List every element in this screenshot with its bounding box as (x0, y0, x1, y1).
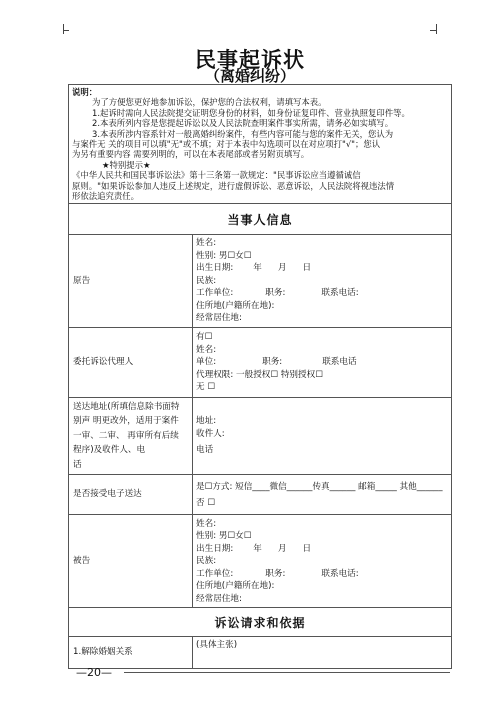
service-address-field[interactable]: 地址: (196, 416, 217, 427)
notes-item-1: 1.起诉时需向人民法院提交证明您身份的材料，如身份证复印件、营业执照复印件等。 (92, 107, 410, 118)
notes-item-3: 3.本表所涉内容系针对一般离婚纠纷案件，有些内容可能与您的案件无关，您认为 (92, 128, 394, 139)
agent-yes-checkbox[interactable]: 有☐ (196, 332, 213, 343)
service-address-fields (193, 397, 452, 475)
section-heading-claims: 诉讼请求和依据 (69, 608, 452, 637)
plaintiff-ethnicity-field[interactable]: 民族: (196, 275, 217, 286)
page-number: —20— (76, 666, 112, 679)
agent-name-field[interactable]: 姓名: (196, 344, 217, 355)
agent-authority-field[interactable]: 代理权限: 一般授权☐ 特别授权☐ (196, 369, 323, 380)
defendant-row (69, 515, 452, 608)
crop-mark-top-left-vertical (63, 24, 64, 34)
section-row-claims (69, 608, 452, 637)
agent-label: 委托诉讼代理人 (69, 327, 193, 397)
defendant-domicile-field[interactable]: 住所地(户籍所在地): (196, 581, 275, 592)
law-text-2: 原则。"如果诉讼参加人违反上述规定，进行虚假诉讼、恶意诉讼，人民法院将视违法情 (72, 180, 395, 191)
electronic-service-row (69, 475, 452, 515)
plaintiff-row (69, 235, 452, 328)
section-row-parties (69, 204, 452, 235)
plaintiff-domicile-field[interactable]: 住所地(户籍所在地): (196, 300, 275, 311)
service-phone-field[interactable]: 电话 (196, 445, 214, 456)
defendant-name-field[interactable]: 姓名: (196, 518, 217, 529)
special-tip: ★特别提示★ (102, 159, 151, 170)
agent-fields (193, 327, 452, 397)
notes-item-3-cont: 与案件无 关的项目可以填"无"或不填；对于本表中勾选项可以在对应项打"√"；您认 (72, 139, 381, 150)
electronic-service-yes-option[interactable]: 是☐方式: 短信____微信______传真______ 邮箱_____ 其他______ (196, 481, 443, 492)
plaintiff-name-field[interactable]: 姓名: (196, 238, 217, 249)
defendant-ethnicity-field[interactable]: 民族: (196, 556, 217, 567)
law-text-3: 形依法追究责任。 (72, 191, 139, 202)
complaint-form (68, 84, 452, 669)
plaintiff-birth-field[interactable]: 出生日期: 年 月 日 (196, 263, 312, 274)
notes-item-3-cont2: 为另有重要内容 需要列明的，可以在本表尾部或者另附页填写。 (72, 149, 310, 160)
defendant-work-field[interactable]: 工作单位: 职务: 联系电话: (196, 568, 359, 579)
section-heading-parties: 当事人信息 (69, 204, 452, 235)
document-subtitle: （离婚纠纷） (204, 67, 295, 85)
service-address-row (69, 397, 452, 475)
notes-heading: 说明： (72, 87, 98, 97)
crop-mark-top-right-vertical (436, 24, 437, 34)
claim-divorce-value[interactable]: (具体主张) (193, 637, 452, 669)
service-address-label: 送达地址(所填信息除书面特 别声 明更改外，适用于案件 一审、二审、 再审所有后续 程序)及收件人、电 话 (69, 397, 193, 475)
defendant-birth-field[interactable]: 出生日期: 年 月 日 (196, 543, 312, 554)
claim-row-divorce (69, 637, 452, 669)
electronic-service-fields (193, 475, 452, 515)
agent-row (69, 327, 452, 397)
notes-intro: 为了方便您更好地参加诉讼，保护您的合法权利，请填写本表。 (92, 97, 327, 108)
claim-divorce-label: 1.解除婚姻关系 (69, 637, 193, 669)
notes-block (69, 85, 452, 204)
plaintiff-work-field[interactable]: 工作单位: 职务: 联系电话: (196, 288, 359, 299)
plaintiff-residence-field[interactable]: 经常居住地: (196, 313, 242, 324)
defendant-label: 被告 (69, 515, 193, 608)
plaintiff-label: 原告 (69, 235, 193, 328)
plaintiff-gender-field[interactable]: 性别: 男☐女☐ (196, 250, 252, 261)
defendant-gender-field[interactable]: 性别: 男☐女☐ (196, 531, 252, 542)
footer-rule (124, 672, 450, 673)
plaintiff-fields (193, 235, 452, 328)
defendant-fields (193, 515, 452, 608)
electronic-service-no-option[interactable]: 否 ☐ (196, 497, 216, 508)
defendant-residence-field[interactable]: 经常居住地: (196, 593, 242, 604)
law-text-1: 《中华人民共和国民事诉讼法》第十三条第一款规定："民事诉讼应当遵循诚信 (72, 170, 361, 181)
document-title: 民事起诉状 (195, 48, 305, 72)
agent-unit-field[interactable]: 单位: 职务: 联系电话 (196, 357, 357, 368)
notes-item-2: 2.本表所列内容是您提起诉讼以及人民法院查明案件事实所需，请务必如实填写。 (92, 118, 394, 129)
notes-row (69, 85, 452, 204)
electronic-service-label: 是否接受电子送达 (69, 475, 193, 515)
agent-none-checkbox[interactable]: 无 ☐ (196, 382, 216, 393)
service-recipient-field[interactable]: 收件人: (196, 428, 225, 439)
